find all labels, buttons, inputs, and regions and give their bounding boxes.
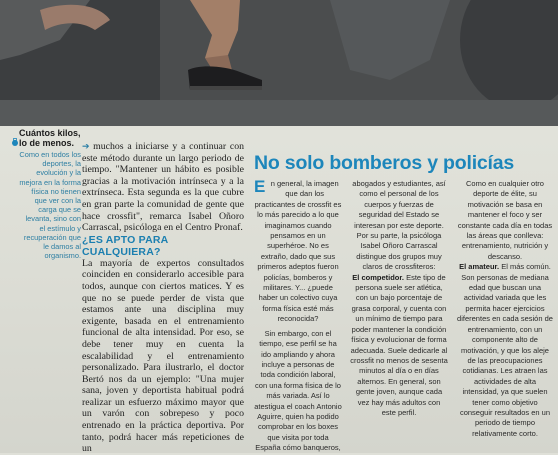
competitor-label: El competidor. — [352, 272, 404, 282]
kettlebell-icon — [11, 133, 19, 141]
intro-text: muchos a iniciarse y a continuar con este método durante un largo periodo de tiempo. "Mantener un hábito es posible gracias a la motivación intrínseca y a la extrínseca. Esta segunda es la que cubre en gran parte la comunidad de gente que hace crossfit", remarca Isabel Oñoro Carrascal, psicóloga en el Centro Pronaf. — [82, 141, 244, 234]
intro-paragraph — [82, 141, 244, 234]
feature-col2-para1: abogados y estudiantes, así como el personal de los cuerpos y fuerzas de seguridad del Estado se interesan por este deporte. Por su parte, la psicóloga Isabel Oñoro Carrascal distingue dos grupos muy claros de crossfiteros: — [352, 179, 446, 272]
body-paragraph: La mayoría de expertos consultados coinciden en considerarlo accesible para todos, aunque con ciertos matices. Y es que no se puede perder de vista que estamos ante una disciplina muy exigente, basada en el entrenamiento funcional de alta intensidad. Por eso, se debe tener muy en cuenta la escalabilidad y el entrenamiento personalizado. Para ilustrarlo, el doctor Bertó nos da un ejemplo: "Una mujer sana, joven y deportista habitual podrá realizar un esfuerzo máximo mayor que un varón con sobrepeso y poco entrenado en la práctica deportiva. Por tanto, podrá hacer más repeticiones de un — [82, 257, 244, 455]
sidebar-body: Como en todos los deportes, la evolución y la mejora en la forma física no tienen que ver con la carga que se levanta, sino con el estímulo y recuperación que le damos al organismo. — [19, 150, 81, 261]
sidebar-note — [19, 128, 81, 260]
feature-col3-para1: Como en cualquier otro deporte de élite, su motivación se basa en mantener el foco y ser constante cada día en todas las áreas que conlleva: entrenamiento, nutrición y descanso. — [457, 179, 553, 261]
photo-credit — [2, 138, 10, 238]
main-article-column — [82, 141, 244, 455]
feature-column-3 — [456, 179, 554, 439]
amateur-label: El amateur. — [459, 262, 500, 272]
feature-col2-para2: El competidor. Este tipo de persona suele ser atlética, con un bajo porcentaje de grasa corporal, y cuenta con un mínimo de tiempo para poder mantener la condición física y evolucionar de forma adecuada. Suele dedicarle al crossfit no menos de sesenta minutos al día o en días alternos. En general, son gente joven, aunque cada vez hay más adultos con este perfil. — [350, 272, 448, 417]
feature-column-2 — [350, 179, 448, 418]
section-subhead: ¿ES APTO PARA CUALQUIERA? — [82, 233, 169, 258]
feature-col1-para1: En general, la imagen que dan los practicantes de crossfit es lo más parecido a lo que imaginamos cuando pensamos en un superhéroe. No es extraño, dado que sus primeros adeptos fueron policías, bomberos y militares. Y... ¿puede haber un colectivo cuya forma física esté más reconocida? — [254, 177, 342, 324]
feature-headline: No solo bomberos y policías — [254, 152, 515, 174]
arrow-icon: ➔ — [82, 141, 94, 151]
feature-col1-para2: Sin embargo, con el tiempo, ese perfil se ha ido ampliando y ahora incluye a personas de toda condición laboral, con una forma física de lo más variada. Así lo atestigua el coach Antonio Aguirre, quien ha podido comprobar en los boxes que visita por toda España cómo banqueros, — [254, 328, 342, 453]
runner-legs-photo — [0, 0, 558, 126]
drop-cap: E — [254, 177, 266, 196]
feature-column-1 — [254, 179, 342, 454]
feature-col3-para2: El amateur. El más común. Son personas de mediana edad que buscan una actividad variada que les permita hacer ejercicios diferentes en cada sesión de entrenamiento, con un componente alto de motivación, y que los aleje de las preocupaciones cotidianas. Les atraen las actividades de alta intensidad, ya que suelen tener como objetivo conseguir resultados en un periodo de tiempo relativamente corto. — [457, 262, 553, 438]
sidebar-title: Cuántos kilos, lo de menos. — [19, 128, 81, 148]
